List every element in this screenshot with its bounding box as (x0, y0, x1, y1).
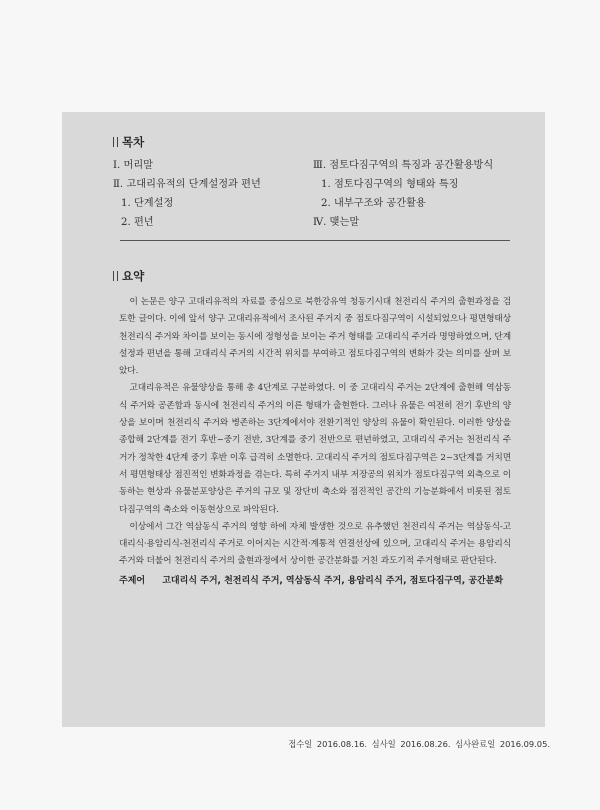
toc-item: 2. 내부구조와 공간활용 (321, 198, 426, 209)
toc-heading (113, 134, 144, 150)
toc-item: 1. 단계설정 (121, 198, 174, 209)
toc-item: Ⅱ. 고대리유적의 단계설정과 편년 (113, 179, 261, 190)
abstract-paragraph: 고대리유적은 유물양상을 통해 총 4단계로 구분하였다. 이 중 고대리식 주거는 2단계에 출현해 역삼동식 주거와 공존함과 동시에 천전리식 주거의 이른 형태가 출현한다. 그러나 유물은 여전히 전기 후반의 양상을 보이며 천전리식 주거와 병존하는 3단계에서야 전환기적인 양상의 유물이 확인된다. 이러한 양상을 종합해 2단계를 전기 후반~중기 전반, 3단계를 중기 전반으로 편년하였고, 고대리식 주거는 천전리식 주거가 정착한 4단계 중기 후반 이후 급격히 소멸한다. 고대리식 주거의 점토다짐구역은 2~3단계를 거치면서 평면형태상 점진적인 변화과정을 겪는다. 특히 주거지 내부 저장공의 위치가 점토다짐구역 외측으로 이동하는 현상과 유물분포양상은 주거의 규모 및 장단비 축소와 점진적인 공간의 기능분화에서 비롯된 점토다짐구역의 축소와 이동현상으로 파악된다. (119, 383, 511, 515)
toc-item: Ⅰ. 머리말 (113, 160, 154, 171)
toc-divider (120, 240, 510, 241)
toc-item: 2. 편년 (121, 217, 154, 228)
keywords-label: 주제어 (119, 576, 146, 586)
toc-right-column (313, 156, 493, 232)
toc-left-column (113, 156, 261, 232)
section-marker-icon (113, 137, 118, 147)
abstract-paragraph: 이 논문은 양구 고대리유적의 자료를 중심으로 북한강유역 청동기시대 천전리식 주거의 출현과정을 검토한 글이다. 이에 앞서 양구 고대리유적에서 조사된 주거지 중 점토다짐구역이 시설되었으나 평면형태상 천전리식 주거와 차이를 보이는 동시에 정형성을 보이는 주거 형태를 고대리식 주거라 명명하였으며, 단계설정과 편년을 통해 고대리식 주거의 시간적 위치를 부여하고 점토다짐구역의 변화가 갖는 의미를 살펴 보았다. (119, 297, 511, 377)
toc-item: 1. 점토다짐구역의 형태와 특징 (321, 179, 459, 190)
abstract-title: 요약 (122, 269, 145, 283)
toc-item: Ⅳ. 맺는말 (313, 217, 360, 228)
toc-title: 목차 (122, 135, 145, 149)
abstract-body (119, 294, 511, 571)
abstract-paragraph: 이상에서 그간 역삼동식 주거의 영향 하에 자체 발생한 것으로 유추했던 천전리식 주거는 역삼동식-고대리식·용암리식-천전리식 주거로 이어지는 시간적·계통적 연결선상에 있으며, 고대리식 주거는 용암리식 주거와 더불어 천전리식 주거의 출현과정에서 상이한 공간분화를 거친 과도기적 주거형태로 판단된다. (119, 521, 511, 567)
keywords-value: 고대리식 주거, 천전리식 주거, 역삼동식 주거, 용암리식 주거, 점토다짐구역, 공간분화 (162, 576, 504, 586)
section-marker-icon (113, 271, 118, 281)
summary-panel (62, 112, 545, 727)
abstract-heading (113, 268, 144, 284)
review-dates: 접수일 2016.08.16. 심사일 2016.08.26. 심사완료일 2016.09.05. (288, 739, 550, 749)
keywords-line (119, 573, 503, 586)
toc-item: Ⅲ. 점토다짐구역의 특징과 공간활용방식 (313, 160, 494, 171)
